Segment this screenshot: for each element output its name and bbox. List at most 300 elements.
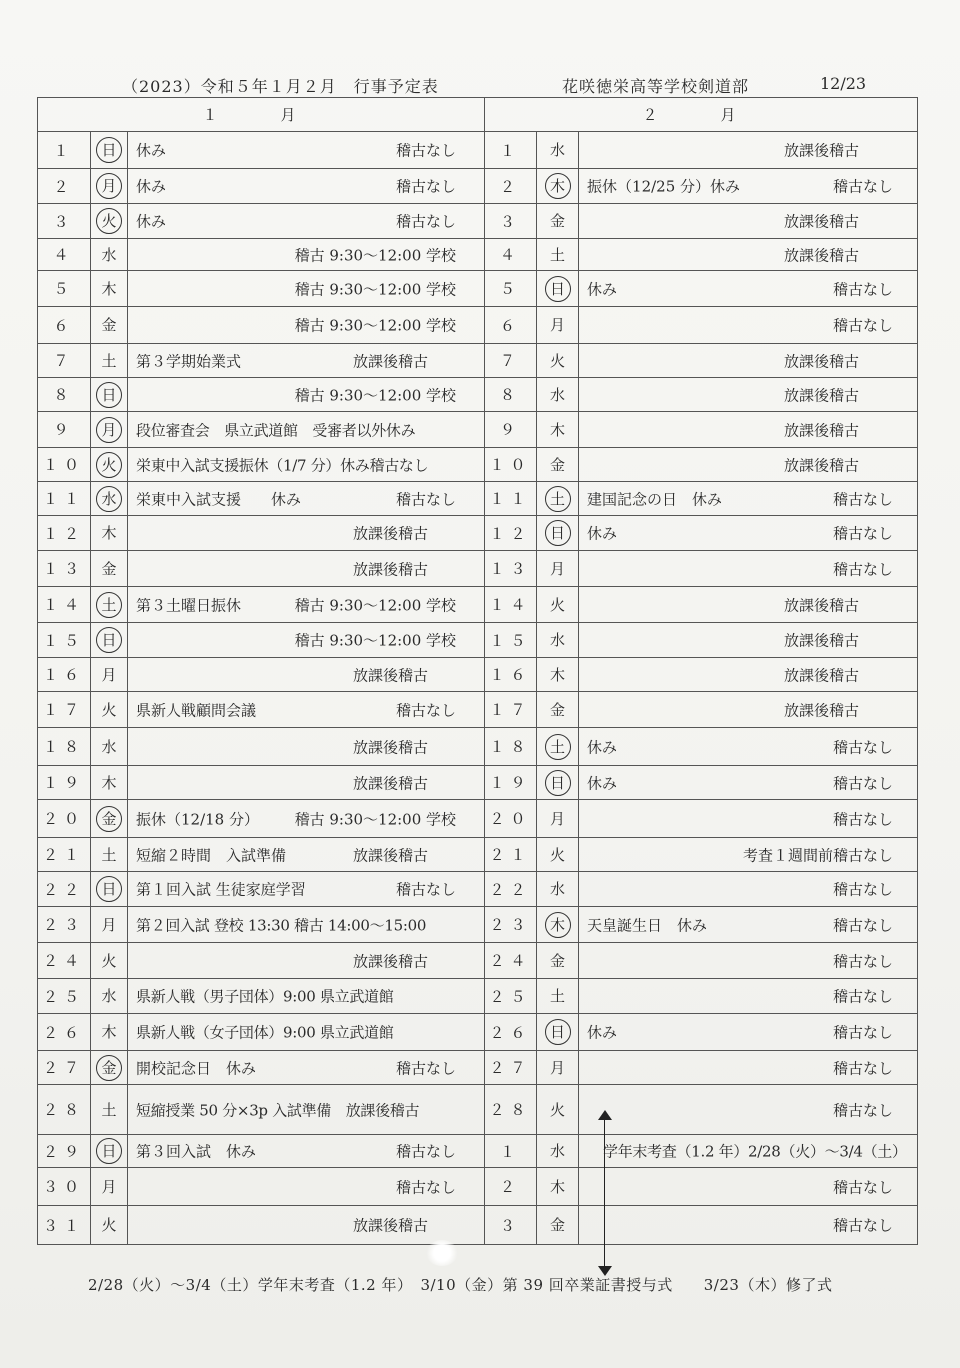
feb-day-cell — [485, 872, 537, 907]
circled-weekday: 金 — [96, 806, 122, 832]
jan-weekday-cell — [91, 307, 128, 344]
feb-day-number: １７ — [489, 701, 532, 719]
weekday: 月 — [101, 665, 117, 684]
weekday: 金 — [550, 700, 566, 719]
feb-practice-text: 稽古なし — [833, 1023, 894, 1042]
feb-day-cell — [485, 979, 537, 1014]
feb-weekday-cell — [537, 623, 579, 658]
club-name: 花咲徳栄高等学校剣道部 — [562, 77, 750, 96]
feb-event-text: 天皇誕生日 休み — [587, 916, 708, 934]
jan-event-cell — [128, 1014, 485, 1051]
feb-event-cell — [579, 482, 918, 516]
feb-event-text: 休み — [587, 1023, 618, 1042]
feb-practice-text: 稽古なし — [833, 1101, 894, 1119]
jan-event-text: 第２回入試 登校 13:30 稽古 14:00～15:00 — [136, 916, 427, 934]
jan-day-cell — [38, 766, 91, 800]
feb-day-number: １０ — [489, 456, 532, 474]
circled-weekday: 日 — [96, 382, 122, 408]
weekday: 土 — [550, 245, 566, 264]
circled-weekday: 日 — [545, 1019, 571, 1045]
feb-weekday-cell — [537, 766, 579, 800]
jan-event-text: 振休（12/18 分） — [136, 810, 259, 828]
jan-event-text: 栄東中入試支援振休（1/7 分）休み稽古なし — [136, 456, 429, 474]
jan-practice-text: 稽古 9:30～12:00 学校 — [294, 386, 457, 404]
feb-event-cell — [579, 728, 918, 766]
table-row — [38, 482, 918, 516]
feb-day-number: ３ — [500, 1216, 522, 1235]
jan-day-number: １４ — [42, 596, 85, 614]
weekday: 水 — [550, 385, 566, 404]
weekday: 火 — [550, 351, 566, 370]
jan-day-number: １２ — [42, 524, 85, 543]
jan-event-cell — [128, 132, 485, 169]
feb-practice-text: 稽古なし — [833, 280, 894, 298]
jan-practice-text: 放課後稽古 — [353, 952, 429, 970]
weekday: 火 — [550, 595, 566, 614]
circled-weekday: 日 — [96, 627, 122, 653]
jan-practice-text: 稽古 9:30～12:00 学校 — [294, 596, 457, 614]
feb-weekday-cell — [537, 482, 579, 516]
feb-event-cell — [579, 204, 918, 239]
jan-event-cell — [128, 1135, 485, 1168]
feb-day-number: ２３ — [489, 916, 532, 934]
jan-day-cell — [38, 1085, 91, 1135]
feb-practice-text: 稽古なし — [833, 560, 894, 578]
feb-practice-text: 稽古なし — [833, 738, 894, 756]
month-header-feb: ２ 月 — [485, 98, 918, 132]
jan-day-cell — [38, 1014, 91, 1051]
feb-event-cell — [579, 378, 918, 412]
feb-weekday-cell — [537, 979, 579, 1014]
feb-practice-text: 放課後稽古 — [784, 596, 860, 614]
table-row — [38, 1014, 918, 1051]
jan-event-text: 段位審査会 県立武道館 受審者以外休み — [136, 421, 416, 439]
feb-day-number: ４ — [500, 246, 522, 264]
weekday: 月 — [550, 316, 566, 334]
weekday: 月 — [101, 1177, 117, 1196]
jan-day-number: ２９ — [42, 1142, 85, 1161]
jan-weekday-cell — [91, 1168, 128, 1206]
feb-day-number: ２７ — [489, 1059, 532, 1077]
table-row — [38, 132, 918, 169]
feb-weekday-cell — [537, 271, 579, 307]
feb-day-number: ２８ — [489, 1101, 532, 1119]
feb-event-cell — [579, 658, 918, 692]
circled-weekday: 金 — [96, 1055, 122, 1081]
jan-event-cell — [128, 766, 485, 800]
feb-practice-text: 稽古なし — [833, 316, 894, 335]
weekday: 土 — [101, 845, 117, 864]
jan-day-number: １６ — [42, 666, 85, 684]
jan-day-cell — [38, 132, 91, 169]
jan-event-text: 開校記念日 休み — [136, 1059, 257, 1077]
feb-day-cell — [485, 412, 537, 448]
jan-event-cell — [128, 169, 485, 204]
feb-event-cell — [579, 1014, 918, 1051]
table-row — [38, 551, 918, 587]
jan-event-cell — [128, 1206, 485, 1245]
jan-day-number: ３０ — [42, 1178, 85, 1196]
feb-practice-text: 稽古なし — [833, 774, 894, 792]
feb-day-number: ２６ — [489, 1023, 532, 1042]
feb-event-cell — [579, 412, 918, 448]
feb-day-cell — [485, 800, 537, 838]
jan-day-cell — [38, 204, 91, 239]
feb-event-cell — [579, 169, 918, 204]
feb-day-cell — [485, 239, 537, 271]
table-row — [38, 692, 918, 728]
feb-day-cell — [485, 766, 537, 800]
feb-practice-text: 放課後稽古 — [784, 456, 860, 474]
feb-weekday-cell — [537, 378, 579, 412]
circled-weekday: 火 — [96, 452, 122, 478]
feb-weekday-cell — [537, 1014, 579, 1051]
table-row — [38, 872, 918, 907]
jan-event-cell — [128, 482, 485, 516]
table-row — [38, 271, 918, 307]
weekday: 土 — [101, 351, 117, 370]
jan-event-cell — [128, 344, 485, 378]
feb-event-text: 休み — [587, 280, 618, 298]
feb-day-cell — [485, 344, 537, 378]
jan-weekday-cell — [91, 271, 128, 307]
weekday: 水 — [550, 141, 566, 159]
feb-day-number: ２０ — [489, 810, 532, 828]
jan-practice-text: 放課後稽古 — [353, 846, 429, 864]
jan-day-cell — [38, 482, 91, 516]
jan-event-cell — [128, 692, 485, 728]
feb-weekday-cell — [537, 1206, 579, 1245]
feb-day-cell — [485, 838, 537, 872]
feb-practice-text: 放課後稽古 — [784, 421, 860, 439]
feb-event-cell — [579, 838, 918, 872]
jan-day-cell — [38, 516, 91, 551]
feb-day-cell — [485, 169, 537, 204]
jan-event-cell — [128, 412, 485, 448]
jan-day-cell — [38, 551, 91, 587]
table-row — [38, 979, 918, 1014]
jan-event-cell — [128, 307, 485, 344]
jan-weekday-cell — [91, 692, 128, 728]
weekday: 金 — [550, 1216, 566, 1234]
feb-practice-text: 放課後稽古 — [784, 631, 860, 650]
feb-event-cell — [579, 800, 918, 838]
feb-event-text: 休み — [587, 524, 618, 543]
feb-weekday-cell — [537, 692, 579, 728]
table-row — [38, 412, 918, 448]
jan-day-number: １７ — [42, 701, 85, 719]
jan-weekday-cell — [91, 1135, 128, 1168]
jan-day-number: １０ — [42, 456, 85, 474]
weekday: 水 — [101, 245, 117, 264]
feb-weekday-cell — [537, 1051, 579, 1085]
jan-day-number: １ — [53, 141, 75, 160]
feb-weekday-cell — [537, 587, 579, 623]
jan-weekday-cell — [91, 448, 128, 482]
jan-day-number: ２３ — [42, 916, 85, 934]
jan-day-cell — [38, 838, 91, 872]
feb-weekday-cell — [537, 307, 579, 344]
feb-day-number: １９ — [489, 774, 532, 792]
feb-practice-text: 放課後稽古 — [784, 141, 860, 160]
weekday: 金 — [550, 212, 566, 230]
jan-day-number: ３ — [53, 212, 75, 231]
jan-day-cell — [38, 658, 91, 692]
weekday: 木 — [550, 420, 566, 439]
table-row — [38, 766, 918, 800]
jan-weekday-cell — [91, 412, 128, 448]
feb-day-cell — [485, 1206, 537, 1245]
feb-day-number: １３ — [489, 560, 532, 578]
feb-weekday-cell — [537, 1135, 579, 1168]
weekday: 金 — [550, 455, 566, 474]
jan-weekday-cell — [91, 132, 128, 169]
feb-practice-text: 放課後稽古 — [784, 246, 860, 264]
jan-day-cell — [38, 872, 91, 907]
feb-practice-text: 稽古なし — [833, 177, 894, 196]
jan-event-cell — [128, 943, 485, 979]
month-header-row — [38, 98, 918, 132]
circled-weekday: 木 — [545, 173, 571, 199]
weekday: 月 — [101, 915, 117, 934]
jan-practice-text: 稽古なし — [396, 1059, 457, 1077]
jan-day-cell — [38, 378, 91, 412]
feb-practice-text: 放課後稽古 — [784, 212, 860, 231]
jan-weekday-cell — [91, 838, 128, 872]
feb-day-number: ７ — [500, 352, 522, 370]
feb-practice-text: 稽古なし — [833, 810, 894, 828]
table-row — [38, 1206, 918, 1245]
circled-weekday: 木 — [545, 912, 571, 938]
jan-day-cell — [38, 692, 91, 728]
jan-practice-text: 稽古 9:30～12:00 学校 — [294, 316, 457, 335]
table-row — [38, 307, 918, 344]
jan-event-text: 短縮２時間 入試準備 — [136, 846, 287, 864]
table-row — [38, 1135, 918, 1168]
feb-day-number: ２ — [500, 1178, 522, 1196]
jan-weekday-cell — [91, 587, 128, 623]
jan-practice-text: 放課後稽古 — [353, 352, 429, 370]
feb-practice-text: 稽古なし — [833, 952, 894, 970]
jan-weekday-cell — [91, 658, 128, 692]
jan-practice-text: 稽古なし — [396, 880, 457, 899]
jan-event-cell — [128, 1051, 485, 1085]
feb-practice-text: 稽古なし — [833, 1216, 894, 1235]
jan-event-text: 短縮授業 50 分×3p 入試準備 放課後稽古 — [136, 1101, 420, 1119]
table-row — [38, 587, 918, 623]
circled-weekday: 火 — [96, 208, 122, 234]
circled-weekday: 水 — [96, 486, 122, 512]
feb-event-cell — [579, 587, 918, 623]
jan-day-number: ２８ — [42, 1101, 85, 1119]
jan-day-number: １９ — [42, 774, 85, 792]
feb-day-cell — [485, 448, 537, 482]
feb-weekday-cell — [537, 943, 579, 979]
jan-weekday-cell — [91, 482, 128, 516]
jan-practice-text: 稽古なし — [396, 490, 457, 508]
feb-event-cell — [579, 1051, 918, 1085]
jan-practice-text: 稽古なし — [396, 212, 457, 231]
jan-event-cell — [128, 516, 485, 551]
jan-weekday-cell — [91, 1085, 128, 1135]
jan-practice-text: 稽古 9:30～12:00 学校 — [294, 280, 457, 298]
jan-practice-text: 稽古なし — [396, 1142, 457, 1161]
weekday: 木 — [101, 1023, 117, 1041]
jan-practice-text: 稽古なし — [396, 701, 457, 719]
jan-event-cell — [128, 658, 485, 692]
jan-weekday-cell — [91, 378, 128, 412]
jan-event-cell — [128, 907, 485, 943]
jan-event-text: 第３回入試 休み — [136, 1142, 257, 1161]
feb-day-cell — [485, 271, 537, 307]
jan-day-cell — [38, 271, 91, 307]
jan-practice-text: 放課後稽古 — [353, 524, 429, 543]
table-row — [38, 1085, 918, 1135]
circled-weekday: 日 — [96, 876, 122, 902]
feb-day-number: １８ — [489, 738, 532, 756]
feb-weekday-cell — [537, 169, 579, 204]
table-row — [38, 1051, 918, 1085]
feb-day-number: １ — [500, 141, 522, 160]
jan-practice-text: 放課後稽古 — [353, 666, 429, 684]
table-row — [38, 623, 918, 658]
jan-practice-text: 稽古 9:30～12:00 学校 — [294, 631, 457, 650]
weekday: 金 — [101, 316, 117, 334]
feb-event-cell — [579, 344, 918, 378]
weekday: 水 — [101, 737, 117, 756]
jan-weekday-cell — [91, 1206, 128, 1245]
feb-day-cell — [485, 1014, 537, 1051]
table-row — [38, 658, 918, 692]
feb-day-number: ９ — [500, 421, 522, 439]
weekday: 土 — [101, 1100, 117, 1119]
feb-event-cell — [579, 623, 918, 658]
table-row — [38, 378, 918, 412]
feb-weekday-cell — [537, 1085, 579, 1135]
feb-day-cell — [485, 943, 537, 979]
jan-weekday-cell — [91, 907, 128, 943]
jan-day-cell — [38, 1051, 91, 1085]
weekday: 水 — [101, 987, 117, 1005]
jan-day-cell — [38, 1135, 91, 1168]
feb-day-cell — [485, 307, 537, 344]
jan-day-number: ６ — [53, 316, 75, 335]
feb-event-text: 学年末考査（1.2 年）2/28（火）～3/4（土） — [603, 1142, 907, 1161]
jan-day-cell — [38, 1168, 91, 1206]
circled-weekday: 月 — [96, 173, 122, 199]
feb-event-cell — [579, 1168, 918, 1206]
jan-event-text: 休み — [136, 212, 167, 231]
feb-day-number: １６ — [489, 666, 532, 684]
feb-day-cell — [485, 1085, 537, 1135]
feb-day-cell — [485, 1051, 537, 1085]
feb-practice-text: 放課後稽古 — [784, 352, 860, 370]
feb-practice-text: 稽古なし — [833, 916, 894, 934]
schedule-table — [37, 97, 918, 1245]
weekday: 水 — [550, 631, 566, 649]
jan-day-number: ２ — [53, 177, 75, 196]
footer-note: 2/28（火）～3/4（土）学年末考査（1.2 年） 3/10（金）第 39 回卒業証書授与式 3/23（木）修了式 — [88, 1276, 833, 1294]
jan-event-text: 第１回入試 生徒家庭学習 — [136, 880, 306, 899]
feb-practice-text: 放課後稽古 — [784, 386, 860, 404]
table-row — [38, 838, 918, 872]
feb-day-cell — [485, 551, 537, 587]
jan-practice-text: 稽古なし — [396, 177, 457, 196]
feb-event-text: 建国記念の日 休み — [587, 490, 723, 508]
table-row — [38, 728, 918, 766]
feb-day-number: ６ — [500, 316, 522, 335]
feb-practice-text: 稽古なし — [833, 490, 894, 508]
jan-event-cell — [128, 587, 485, 623]
feb-day-number: ８ — [500, 386, 522, 404]
feb-event-cell — [579, 271, 918, 307]
circled-weekday: 日 — [545, 276, 571, 302]
feb-weekday-cell — [537, 838, 579, 872]
jan-event-cell — [128, 448, 485, 482]
feb-day-number: ２１ — [489, 846, 532, 864]
table-row — [38, 516, 918, 551]
feb-practice-text: 放課後稽古 — [784, 701, 860, 719]
feb-day-number: １５ — [489, 631, 532, 650]
feb-weekday-cell — [537, 728, 579, 766]
feb-day-number: １２ — [489, 524, 532, 543]
feb-day-number: １ — [500, 1142, 522, 1161]
table-row — [38, 943, 918, 979]
feb-day-cell — [485, 658, 537, 692]
weekday: 木 — [550, 665, 566, 684]
jan-weekday-cell — [91, 979, 128, 1014]
feb-day-cell — [485, 587, 537, 623]
jan-day-number: ８ — [53, 386, 75, 404]
circled-weekday: 日 — [545, 770, 571, 796]
jan-day-cell — [38, 169, 91, 204]
jan-event-text: 県新人戦（女子団体）9:00 県立武道館 — [136, 1023, 394, 1042]
feb-event-cell — [579, 551, 918, 587]
table-row — [38, 448, 918, 482]
jan-day-number: ５ — [53, 280, 75, 298]
feb-event-cell — [579, 1206, 918, 1245]
feb-weekday-cell — [537, 239, 579, 271]
feb-event-cell — [579, 1135, 918, 1168]
jan-event-cell — [128, 1085, 485, 1135]
feb-practice-text: 稽古なし — [833, 987, 894, 1006]
jan-practice-text: 放課後稽古 — [353, 1216, 429, 1235]
circled-weekday: 土 — [545, 734, 571, 760]
jan-day-cell — [38, 907, 91, 943]
feb-day-cell — [485, 482, 537, 516]
feb-weekday-cell — [537, 344, 579, 378]
feb-event-cell — [579, 132, 918, 169]
weekday: 火 — [101, 1216, 117, 1234]
feb-day-number: ５ — [500, 280, 522, 298]
jan-practice-text: 稽古なし — [396, 141, 457, 160]
jan-practice-text: 放課後稽古 — [353, 738, 429, 756]
jan-event-cell — [128, 204, 485, 239]
jan-weekday-cell — [91, 239, 128, 271]
weekday: 月 — [550, 559, 566, 578]
feb-weekday-cell — [537, 658, 579, 692]
table-row — [38, 344, 918, 378]
jan-day-number: ２６ — [42, 1023, 85, 1042]
jan-day-cell — [38, 623, 91, 658]
jan-day-cell — [38, 943, 91, 979]
jan-day-number: ２５ — [42, 987, 85, 1006]
feb-event-text: 休み — [587, 774, 618, 792]
weekday: 木 — [101, 773, 117, 792]
feb-event-cell — [579, 516, 918, 551]
jan-event-cell — [128, 838, 485, 872]
jan-day-cell — [38, 448, 91, 482]
